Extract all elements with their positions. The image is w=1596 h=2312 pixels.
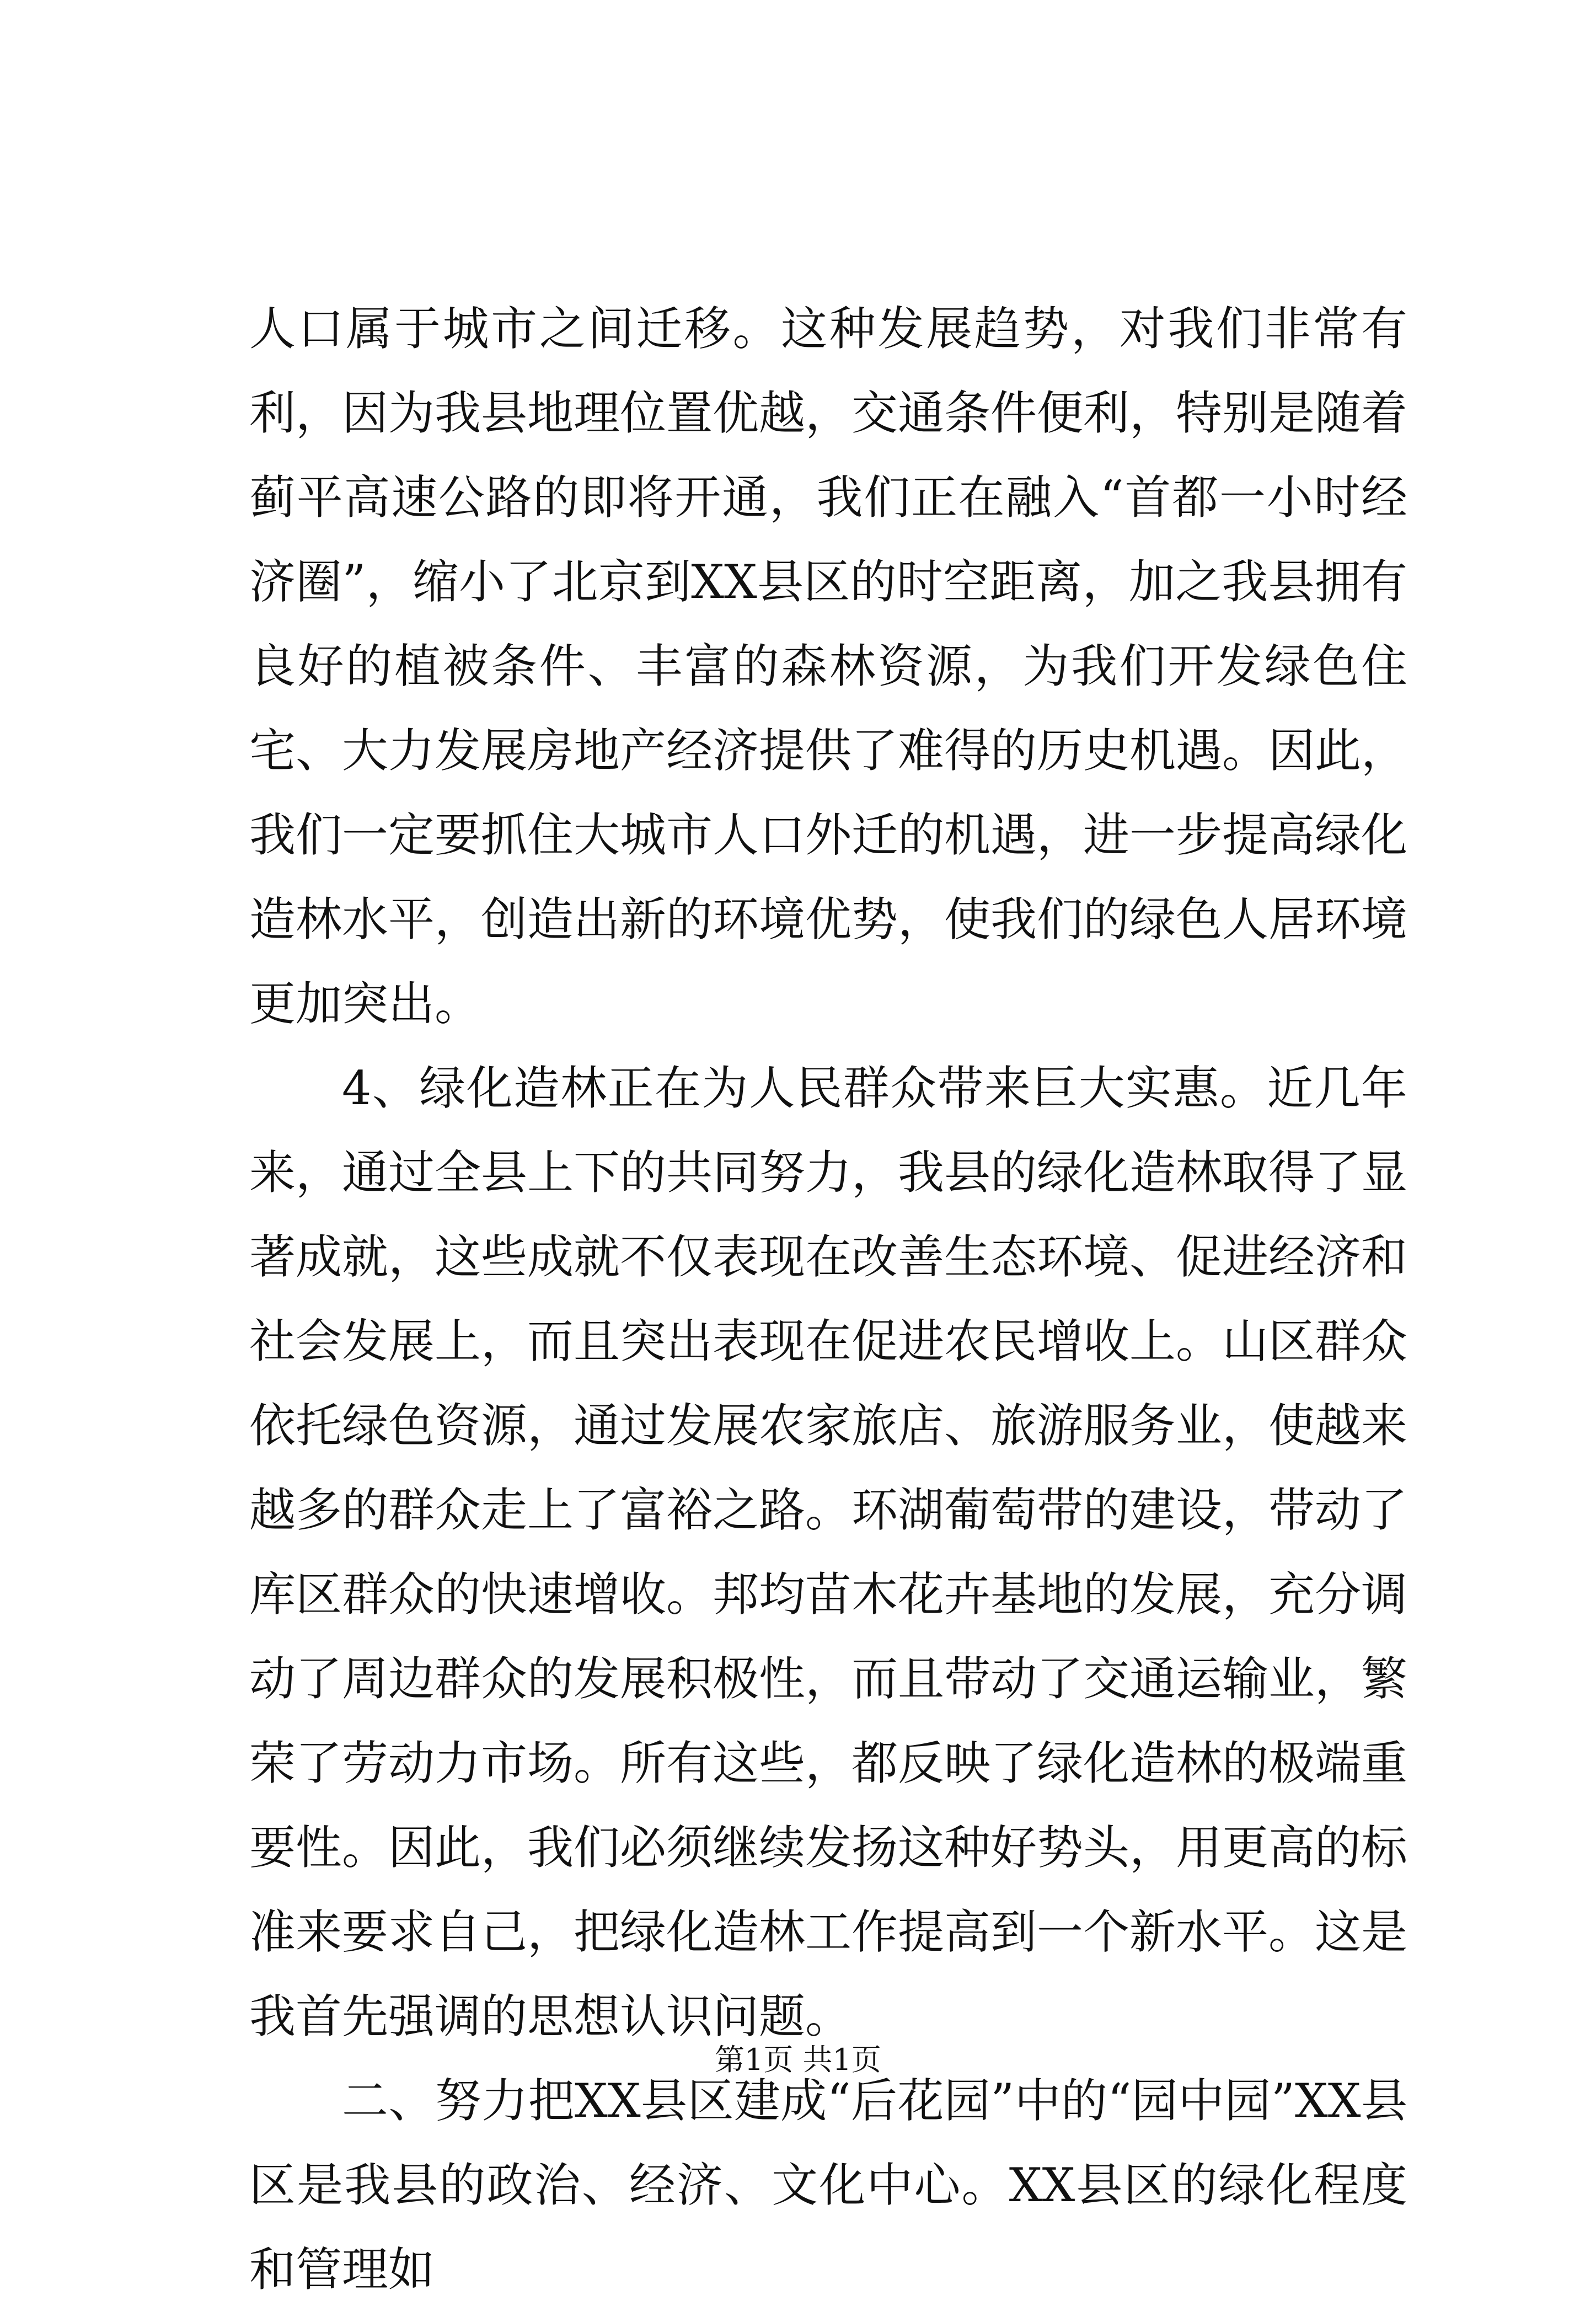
paragraph-1: 人口属于城市之间迁移。这种发展趋势，对我们非常有利，因为我县地理位置优越，交通条件便利，特别是随着蓟平高速公路的即将开通，我们正在融入“首都一小时经济圈”，缩小了北京到XX县区的时空距离，加之我县拥有良好的植被条件、丰富的森林资源，为我们开发绿色住宅、大力发展房地产经济提供了难得的历史机遇。因此，我们一定要抓住大城市人口外迁的机遇，进一步提高绿化造林水平，创造出新的环境优势，使我们的绿色人居环境更加突出。 [249, 302, 1408, 1031]
page-footer: 第1页 共1页 [715, 2042, 881, 2077]
document-body [249, 287, 1407, 2312]
paragraph-2: 4、绿化造林正在为人民群众带来巨大实惠。近几年来，通过全县上下的共同努力，我县的绿化造林取得了显著成就，这些成就不仅表现在改善生态环境、促进经济和社会发展上，而且突出表现在促进农民增收上。山区群众依托绿色资源，通过发展农家旅店、旅游服务业，使越来越多的群众走上了富裕之路。环湖葡萄带的建设，带动了库区群众的快速增收。邦均苗木花卉基地的发展，充分调动了周边群众的发展积极性，而且带动了交通运输业，繁荣了劳动力市场。所有这些，都反映了绿化造林的极端重要性。因此，我们必须继续发扬这种好势头，用更高的标准来要求自己，把绿化造林工作提高到一个新水平。这是我首先强调的思想认识问题。 [249, 1061, 1408, 2043]
paragraph-3: 二、努力把XX县区建成“后花园”中的“园中园”XX县区是我县的政治、经济、文化中心。XX县区的绿化程度和管理如 [249, 2074, 1407, 2297]
